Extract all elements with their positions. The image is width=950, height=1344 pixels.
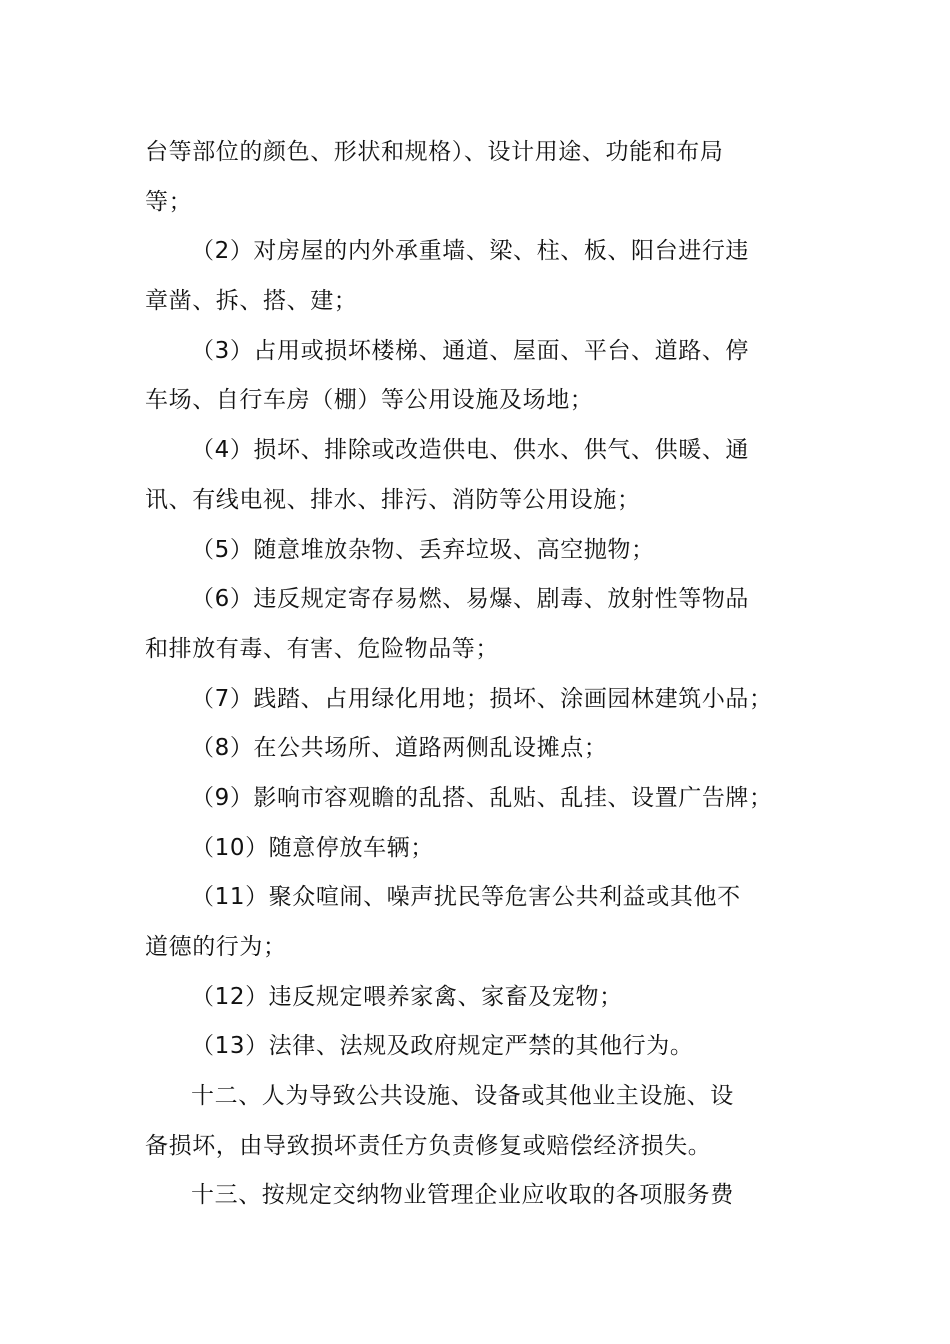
text-line: 讯、有线电视、排水、排污、消防等公用设施； [145,486,641,513]
list-item-10: （10）随意停放车辆； [191,834,434,861]
text-line: 备损坏，由导致损坏责任方负责修复或赔偿经济损失。 [145,1132,712,1159]
list-item-4: （4）损坏、排除或改造供电、供水、供气、供暖、通 [191,437,750,464]
text-line: 等； [145,188,193,215]
list-item-3: （3）占用或损坏楼梯、通道、屋面、平台、道路、停 [191,337,750,364]
text-line: 和排放有毒、有害、危险物品等； [145,635,499,662]
list-item-9: （9）影响市容观瞻的乱搭、乱贴、乱挂、设置广告牌； [191,784,773,811]
list-item-7: （7）践踏、占用绿化用地；损坏、涂画园林建筑小品； [191,685,773,712]
text-line: 台等部位的颜色、形状和规格）、设计用途、功能和布局 [145,139,724,165]
list-item-5: （5）随意堆放杂物、丢弃垃圾、高空抛物； [191,536,655,563]
text-line: 车场、自行车房（棚）等公用设施及场地； [145,387,594,414]
list-item-6: （6）违反规定寄存易燃、易爆、剧毒、放射性等物品 [191,586,750,613]
list-item-13: （13）法律、法规及政府规定严禁的其他行为。 [191,1033,694,1060]
list-item-2: （2）对房屋的内外承重墙、梁、柱、板、阳台进行违 [191,238,750,265]
text-line: 章凿、拆、搭、建； [145,288,358,315]
clause-13: 十三、按规定交纳物业管理企业应收取的各项服务费 [191,1182,734,1209]
list-item-8: （8）在公共场所、道路两侧乱设摊点； [191,735,608,762]
clause-12: 十二、人为导致公共设施、设备或其他业主设施、设 [191,1083,734,1110]
list-item-12: （12）违反规定喂养家禽、家畜及宠物； [191,983,623,1010]
text-line: 道德的行为； [145,934,287,960]
document-body [145,128,810,1221]
list-item-11: （11）聚众喧闹、噪声扰民等危害公共利益或其他不 [191,884,741,911]
